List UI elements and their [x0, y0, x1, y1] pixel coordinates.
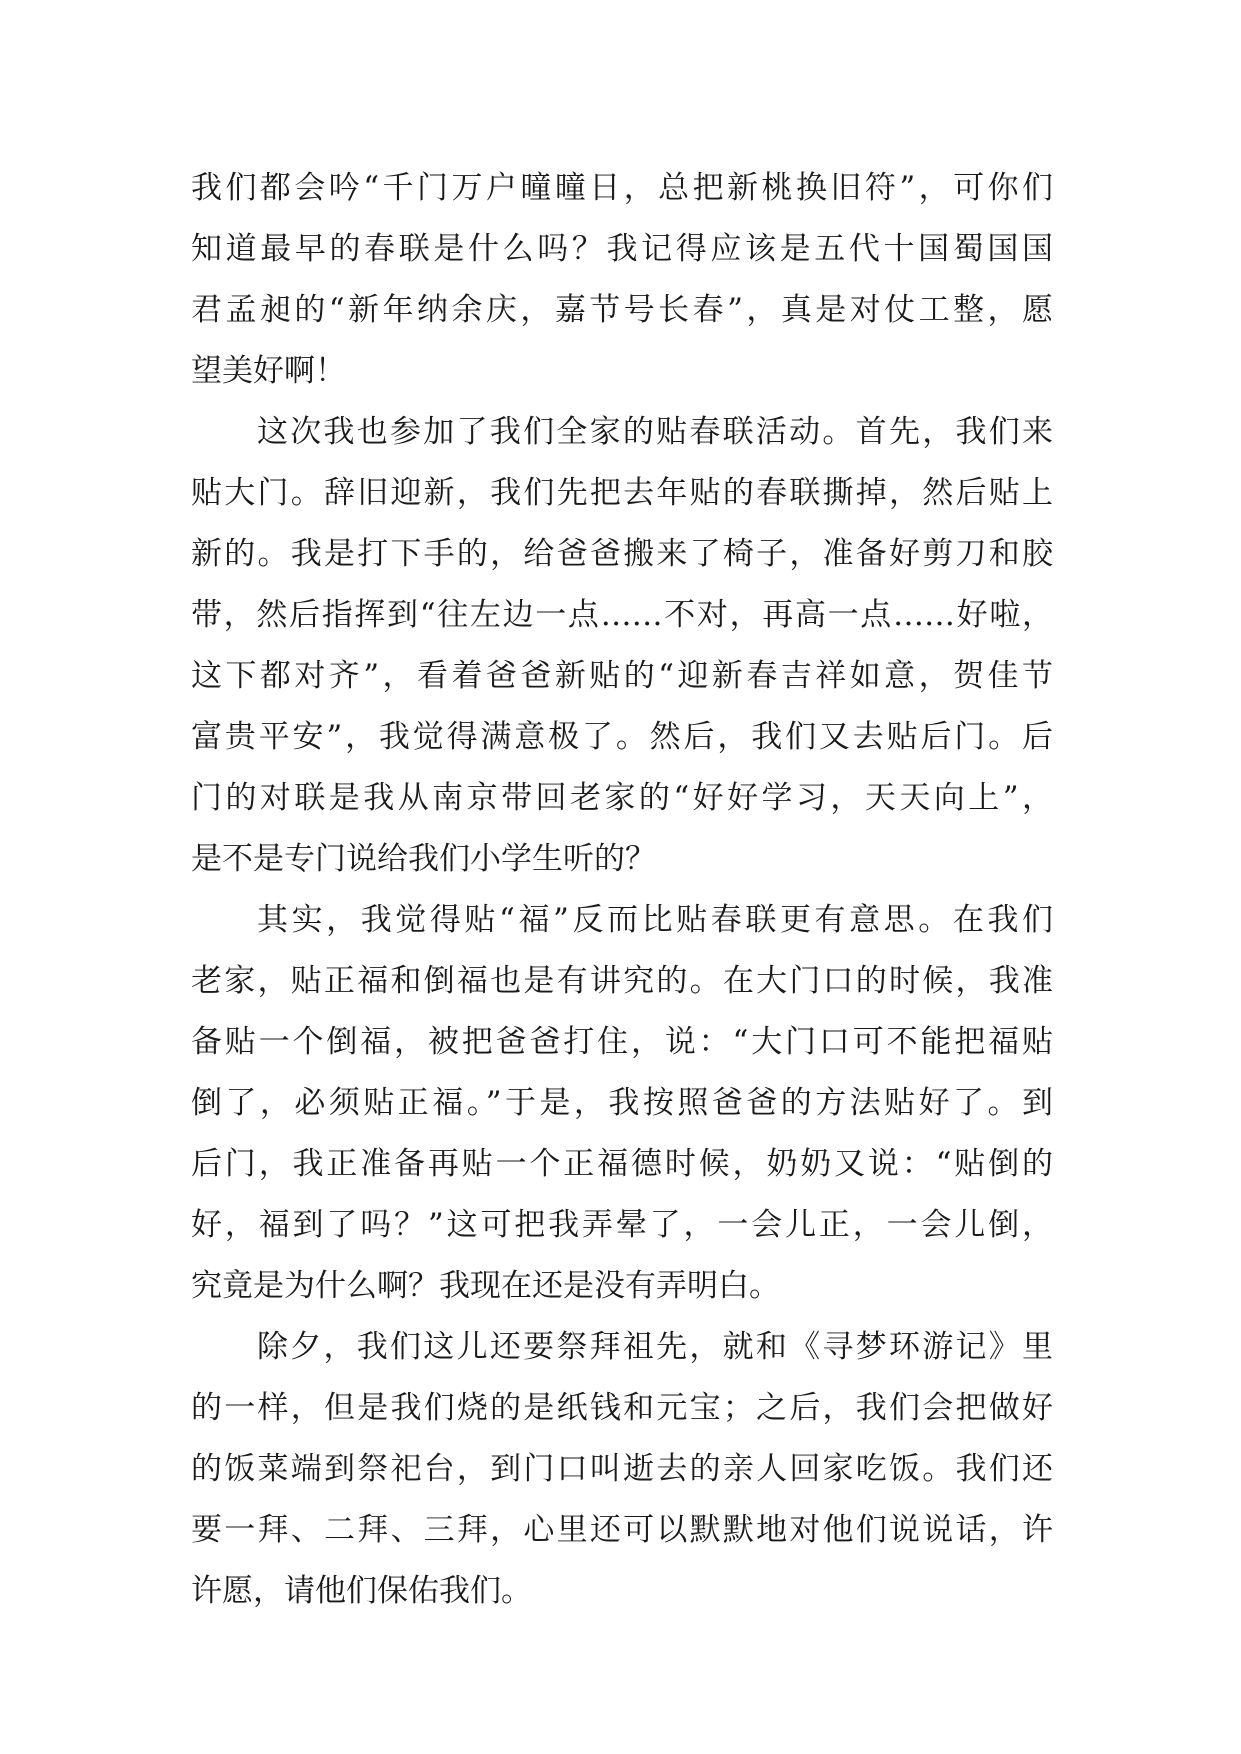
text-line: 这下都对齐”，看着爸爸新贴的“迎新春吉祥如意，贺佳节	[191, 658, 1053, 694]
text-line: 带，然后指挥到“往左边一点……不对，再高一点……好啦，	[191, 597, 1053, 633]
text-line: 新的。我是打下手的，给爸爸搬来了椅子，准备好剪刀和胶	[191, 536, 1053, 572]
text-line: 的一样，但是我们烧的是纸钱和元宝；之后，我们会把做好	[191, 1390, 1053, 1426]
text-line: 富贵平安”，我觉得满意极了。然后，我们又去贴后门。后	[191, 719, 1053, 755]
text-line: 门的对联是我从南京带回老家的“好好学习，天天向上”，	[191, 780, 1053, 816]
text-line: 究竟是为什么啊？我现在还是没有弄明白。	[191, 1268, 780, 1304]
text-line: 好，福到了吗？”这可把我弄晕了，一会儿正，一会儿倒，	[191, 1207, 1053, 1243]
text-line: 其实，我觉得贴“福”反而比贴春联更有意思。在我们	[257, 902, 1053, 938]
paragraph-3	[191, 890, 1053, 1317]
text-line: 君孟昶的“新年纳余庆，嘉节号长春”，真是对仗工整，愿	[191, 292, 1053, 328]
text-line: 我们都会吟“千门万户曈曈日，总把新桃换旧符”，可你们	[191, 170, 1053, 206]
text-line: 望美好啊！	[191, 353, 346, 389]
text-line: 知道最早的春联是什么吗？我记得应该是五代十国蜀国国	[191, 231, 1053, 267]
text-line: 贴大门。辞旧迎新，我们先把去年贴的春联撕掉，然后贴上	[191, 475, 1053, 511]
paragraph-4	[191, 1317, 1053, 1622]
paragraph-2	[191, 402, 1053, 890]
paragraph-1	[191, 158, 1053, 402]
text-line: 要一拜、二拜、三拜，心里还可以默默地对他们说说话，许	[191, 1512, 1053, 1548]
text-line: 倒了，必须贴正福。”于是，我按照爸爸的方法贴好了。到	[191, 1085, 1053, 1121]
text-line: 这次我也参加了我们全家的贴春联活动。首先，我们来	[257, 414, 1053, 450]
text-line: 备贴一个倒福，被把爸爸打住，说：“大门口可不能把福贴	[191, 1024, 1053, 1060]
text-line: 是不是专门说给我们小学生听的？	[191, 841, 656, 877]
text-line: 许愿，请他们保佑我们。	[191, 1573, 532, 1609]
text-line: 除夕，我们这儿还要祭拜祖先，就和《寻梦环游记》里	[257, 1329, 1053, 1365]
text-line: 老家，贴正福和倒福也是有讲究的。在大门口的时候，我准	[191, 963, 1053, 999]
essay-body	[191, 158, 1053, 1622]
text-line: 的饭菜端到祭祀台，到门口叫逝去的亲人回家吃饭。我们还	[191, 1451, 1053, 1487]
text-line: 后门，我正准备再贴一个正福德时候，奶奶又说：“贴倒的	[191, 1146, 1053, 1182]
